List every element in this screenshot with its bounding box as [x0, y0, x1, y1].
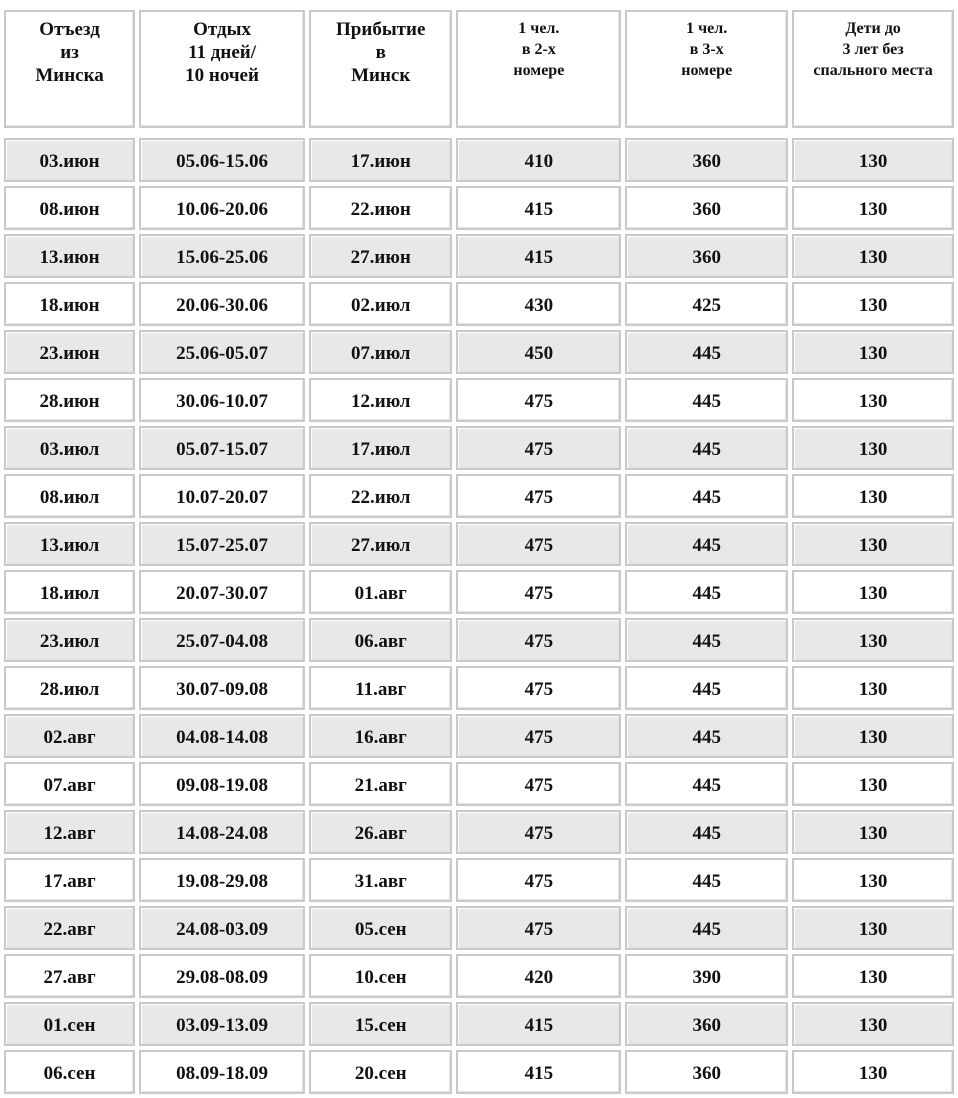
price-double-room-cell: 450	[456, 330, 621, 374]
arrival-date-cell: 12.июл	[309, 378, 452, 422]
arrival-date-cell: 22.июл	[309, 474, 452, 518]
price-triple-room-cell: 445	[625, 330, 788, 374]
price-double-room-cell: 420	[456, 954, 621, 998]
separator-cell	[4, 132, 135, 134]
price-triple-room-cell: 445	[625, 858, 788, 902]
price-children-cell: 130	[792, 762, 954, 806]
departure-date-cell: 01.сен	[4, 1002, 135, 1046]
header-text-line: Дети до	[845, 20, 901, 37]
rest-period-cell: 09.08-19.08	[139, 762, 305, 806]
price-children-cell: 130	[792, 282, 954, 326]
price-double-room-cell: 415	[456, 1050, 621, 1094]
rest-period-cell: 10.07-20.07	[139, 474, 305, 518]
table-row	[4, 762, 954, 806]
price-children-cell: 130	[792, 522, 954, 566]
rest-period-cell: 15.07-25.07	[139, 522, 305, 566]
price-double-room-cell: 475	[456, 570, 621, 614]
departure-date-cell: 08.июн	[4, 186, 135, 230]
header-text-line: из	[60, 42, 79, 63]
table-header	[4, 10, 954, 128]
table-row	[4, 858, 954, 902]
header-rest-period	[139, 10, 305, 128]
price-children-cell: 130	[792, 810, 954, 854]
arrival-date-cell: 17.июл	[309, 426, 452, 470]
price-table-container	[0, 6, 958, 1098]
departure-date-cell: 13.июн	[4, 234, 135, 278]
price-double-room-cell: 475	[456, 714, 621, 758]
header-text-line: номере	[513, 62, 565, 79]
price-double-room-cell: 475	[456, 666, 621, 710]
table-row	[4, 186, 954, 230]
header-text-line: 1 чел.	[518, 20, 560, 37]
table-row	[4, 522, 954, 566]
price-triple-room-cell: 445	[625, 522, 788, 566]
departure-date-cell: 28.июн	[4, 378, 135, 422]
arrival-date-cell: 20.сен	[309, 1050, 452, 1094]
rest-period-cell: 03.09-13.09	[139, 1002, 305, 1046]
header-text-line: 11 дней/	[188, 42, 257, 63]
price-double-room-cell: 475	[456, 762, 621, 806]
header-children-under-3	[792, 10, 954, 128]
arrival-date-cell: 01.авг	[309, 570, 452, 614]
header-text-line: в 3-х	[689, 41, 724, 58]
rest-period-cell: 20.07-30.07	[139, 570, 305, 614]
table-row	[4, 714, 954, 758]
table-row	[4, 666, 954, 710]
price-triple-room-cell: 445	[625, 906, 788, 950]
header-text-line: Прибытие	[336, 19, 426, 40]
price-children-cell: 130	[792, 1002, 954, 1046]
arrival-date-cell: 26.авг	[309, 810, 452, 854]
price-double-room-cell: 410	[456, 138, 621, 182]
price-children-cell: 130	[792, 618, 954, 662]
price-triple-room-cell: 445	[625, 714, 788, 758]
price-triple-room-cell: 360	[625, 138, 788, 182]
header-row	[4, 10, 954, 128]
header-text-line: Отдых	[193, 19, 251, 40]
price-children-cell: 130	[792, 954, 954, 998]
price-children-cell: 130	[792, 666, 954, 710]
price-double-room-cell: 475	[456, 810, 621, 854]
departure-date-cell: 12.авг	[4, 810, 135, 854]
rest-period-cell: 25.06-05.07	[139, 330, 305, 374]
price-children-cell: 130	[792, 330, 954, 374]
price-children-cell: 130	[792, 474, 954, 518]
header-text-line: спального места	[813, 62, 933, 79]
header-text-line: номере	[681, 62, 733, 79]
price-children-cell: 130	[792, 426, 954, 470]
price-triple-room-cell: 425	[625, 282, 788, 326]
price-children-cell: 130	[792, 714, 954, 758]
price-children-cell: 130	[792, 234, 954, 278]
price-double-room-cell: 415	[456, 186, 621, 230]
price-triple-room-cell: 445	[625, 762, 788, 806]
price-double-room-cell: 475	[456, 906, 621, 950]
table-row	[4, 138, 954, 182]
table-row	[4, 426, 954, 470]
table-row	[4, 1050, 954, 1094]
header-text-line: 3 лет без	[842, 41, 904, 58]
rest-period-cell: 05.06-15.06	[139, 138, 305, 182]
header-separator	[4, 132, 954, 134]
price-triple-room-cell: 360	[625, 1050, 788, 1094]
table-row	[4, 618, 954, 662]
table-row	[4, 954, 954, 998]
price-triple-room-cell: 360	[625, 1002, 788, 1046]
separator-cell	[792, 132, 954, 134]
arrival-date-cell: 27.июл	[309, 522, 452, 566]
tour-price-table	[0, 6, 958, 1098]
price-children-cell: 130	[792, 570, 954, 614]
price-double-room-cell: 430	[456, 282, 621, 326]
table-row	[4, 330, 954, 374]
header-text-line: в	[375, 42, 386, 63]
arrival-date-cell: 02.июл	[309, 282, 452, 326]
departure-date-cell: 03.июн	[4, 138, 135, 182]
price-children-cell: 130	[792, 906, 954, 950]
rest-period-cell: 30.06-10.07	[139, 378, 305, 422]
header-text-line: Отъезд	[39, 19, 100, 40]
departure-date-cell: 08.июл	[4, 474, 135, 518]
price-double-room-cell: 475	[456, 522, 621, 566]
price-triple-room-cell: 390	[625, 954, 788, 998]
price-double-room-cell: 475	[456, 618, 621, 662]
price-children-cell: 130	[792, 858, 954, 902]
rest-period-cell: 30.07-09.08	[139, 666, 305, 710]
header-text-line: Минска	[35, 65, 104, 86]
header-price-double-room	[456, 10, 621, 128]
arrival-date-cell: 27.июн	[309, 234, 452, 278]
table-row	[4, 810, 954, 854]
price-children-cell: 130	[792, 186, 954, 230]
arrival-date-cell: 10.сен	[309, 954, 452, 998]
departure-date-cell: 13.июл	[4, 522, 135, 566]
header-text-line: Минск	[351, 65, 411, 86]
table-body	[4, 132, 954, 1094]
departure-date-cell: 23.июн	[4, 330, 135, 374]
rest-period-cell: 24.08-03.09	[139, 906, 305, 950]
price-double-room-cell: 415	[456, 234, 621, 278]
price-children-cell: 130	[792, 138, 954, 182]
rest-period-cell: 29.08-08.09	[139, 954, 305, 998]
rest-period-cell: 08.09-18.09	[139, 1050, 305, 1094]
header-arrival-minsk	[309, 10, 452, 128]
rest-period-cell: 14.08-24.08	[139, 810, 305, 854]
rest-period-cell: 20.06-30.06	[139, 282, 305, 326]
price-triple-room-cell: 445	[625, 810, 788, 854]
header-departure-minsk	[4, 10, 135, 128]
table-row	[4, 474, 954, 518]
arrival-date-cell: 22.июн	[309, 186, 452, 230]
price-children-cell: 130	[792, 378, 954, 422]
arrival-date-cell: 21.авг	[309, 762, 452, 806]
table-row	[4, 234, 954, 278]
departure-date-cell: 18.июл	[4, 570, 135, 614]
table-row	[4, 570, 954, 614]
rest-period-cell: 04.08-14.08	[139, 714, 305, 758]
departure-date-cell: 23.июл	[4, 618, 135, 662]
header-price-triple-room	[625, 10, 788, 128]
departure-date-cell: 27.авг	[4, 954, 135, 998]
price-triple-room-cell: 445	[625, 378, 788, 422]
price-triple-room-cell: 360	[625, 186, 788, 230]
departure-date-cell: 22.авг	[4, 906, 135, 950]
price-triple-room-cell: 445	[625, 474, 788, 518]
separator-cell	[456, 132, 621, 134]
departure-date-cell: 06.сен	[4, 1050, 135, 1094]
price-triple-room-cell: 445	[625, 426, 788, 470]
arrival-date-cell: 05.сен	[309, 906, 452, 950]
departure-date-cell: 18.июн	[4, 282, 135, 326]
table-row	[4, 1002, 954, 1046]
departure-date-cell: 03.июл	[4, 426, 135, 470]
price-double-room-cell: 475	[456, 474, 621, 518]
separator-cell	[139, 132, 305, 134]
header-text-line: 10 ночей	[185, 65, 259, 86]
separator-cell	[625, 132, 788, 134]
separator-cell	[309, 132, 452, 134]
table-row	[4, 906, 954, 950]
price-double-room-cell: 475	[456, 858, 621, 902]
arrival-date-cell: 17.июн	[309, 138, 452, 182]
price-triple-room-cell: 445	[625, 570, 788, 614]
table-row	[4, 378, 954, 422]
arrival-date-cell: 06.авг	[309, 618, 452, 662]
price-triple-room-cell: 360	[625, 234, 788, 278]
price-double-room-cell: 475	[456, 426, 621, 470]
rest-period-cell: 19.08-29.08	[139, 858, 305, 902]
arrival-date-cell: 07.июл	[309, 330, 452, 374]
price-children-cell: 130	[792, 1050, 954, 1094]
departure-date-cell: 17.авг	[4, 858, 135, 902]
price-double-room-cell: 475	[456, 378, 621, 422]
price-triple-room-cell: 445	[625, 666, 788, 710]
header-text-line: 1 чел.	[686, 20, 728, 37]
arrival-date-cell: 11.авг	[309, 666, 452, 710]
arrival-date-cell: 16.авг	[309, 714, 452, 758]
price-triple-room-cell: 445	[625, 618, 788, 662]
table-row	[4, 282, 954, 326]
rest-period-cell: 05.07-15.07	[139, 426, 305, 470]
header-text-line: в 2-х	[521, 41, 556, 58]
rest-period-cell: 15.06-25.06	[139, 234, 305, 278]
price-double-room-cell: 415	[456, 1002, 621, 1046]
rest-period-cell: 10.06-20.06	[139, 186, 305, 230]
arrival-date-cell: 15.сен	[309, 1002, 452, 1046]
arrival-date-cell: 31.авг	[309, 858, 452, 902]
rest-period-cell: 25.07-04.08	[139, 618, 305, 662]
departure-date-cell: 07.авг	[4, 762, 135, 806]
departure-date-cell: 28.июл	[4, 666, 135, 710]
departure-date-cell: 02.авг	[4, 714, 135, 758]
